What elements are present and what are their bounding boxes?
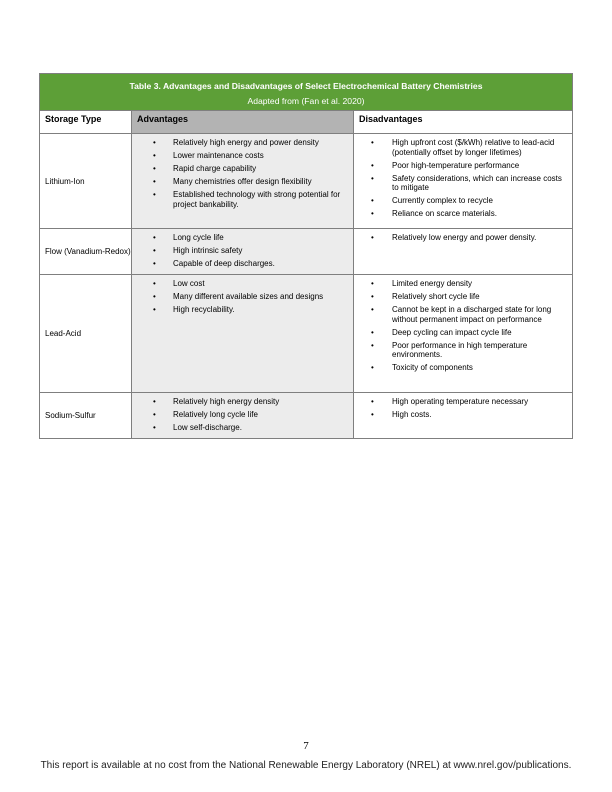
page-footer: This report is available at no cost from the National Renewable Energy Laboratory (NREL) at www.nrel.gov/publications.: [40, 760, 572, 771]
table-row: [40, 134, 572, 229]
header-storage-type: Storage Type: [40, 111, 132, 133]
disadvantages-list: [354, 134, 572, 219]
storage-type-cell: Sodium-Sulfur: [40, 393, 132, 438]
advantages-list: [132, 229, 353, 269]
list-item: • Relatively low energy and power density.: [354, 233, 566, 243]
list-item: • High intrinsic safety: [132, 246, 347, 256]
table-caption: [40, 74, 572, 111]
disadvantages-list: [354, 393, 572, 420]
list-item: • Relatively high energy and power density: [132, 138, 347, 148]
table-header-row: [40, 111, 572, 134]
list-item: • Many chemistries offer design flexibility: [132, 177, 347, 187]
storage-type-cell: Lithium-Ion: [40, 134, 132, 228]
list-item: • Poor high-temperature performance: [354, 161, 566, 171]
disadvantages-cell: [354, 275, 572, 392]
list-item: • Capable of deep discharges.: [132, 259, 347, 269]
list-item: • Low self-discharge.: [132, 423, 347, 433]
list-item: • Rapid charge capability: [132, 164, 347, 174]
list-item: • Lower maintenance costs: [132, 151, 347, 161]
header-advantages: Advantages: [132, 111, 354, 133]
battery-chemistries-table: [39, 73, 573, 439]
disadvantages-cell: [354, 134, 572, 228]
advantages-cell: [132, 275, 354, 392]
list-item: • Relatively short cycle life: [354, 292, 566, 302]
list-item: • Long cycle life: [132, 233, 347, 243]
table-row: [40, 275, 572, 393]
list-item: • High upfront cost ($/kWh) relative to lead-acid (potentially offset by longer lifetimes): [354, 138, 566, 157]
storage-type-cell: Lead-Acid: [40, 275, 132, 392]
advantages-cell: [132, 134, 354, 228]
list-item: • High recyclability.: [132, 305, 347, 315]
advantages-cell: [132, 229, 354, 274]
table-title: Table 3. Advantages and Disadvantages of Select Electrochemical Battery Chemistries: [129, 81, 483, 91]
header-disadvantages: Disadvantages: [359, 114, 423, 124]
advantages-list: [132, 275, 353, 315]
list-item: • Low cost: [132, 279, 347, 289]
list-item: • Currently complex to recycle: [354, 196, 566, 206]
list-item: • Reliance on scarce materials.: [354, 209, 566, 219]
disadvantages-cell: [354, 229, 572, 274]
list-item: • Toxicity of components: [354, 363, 566, 373]
disadvantages-list: [354, 229, 572, 243]
list-item: • Many different available sizes and designs: [132, 292, 347, 302]
list-item: • Safety considerations, which can increase costs to mitigate: [354, 174, 566, 193]
storage-type-cell: Flow (Vanadium-Redox): [40, 229, 132, 274]
list-item: • Limited energy density: [354, 279, 566, 289]
disadvantages-list: [354, 275, 572, 373]
page-number: 7: [303, 740, 309, 752]
disadvantages-cell: [354, 393, 572, 438]
list-item: • High operating temperature necessary: [354, 397, 566, 407]
table-subtitle: Adapted from (Fan et al. 2020): [247, 96, 365, 106]
list-item: • Relatively long cycle life: [132, 410, 347, 420]
advantages-cell: [132, 393, 354, 438]
advantages-list: [132, 134, 353, 209]
list-item: • Cannot be kept in a discharged state for long without permanent impact on performance: [354, 305, 566, 324]
list-item: • Deep cycling can impact cycle life: [354, 328, 566, 338]
list-item: • Poor performance in high temperature environments.: [354, 341, 566, 360]
advantages-list: [132, 393, 353, 433]
list-item: • Relatively high energy density: [132, 397, 347, 407]
list-item: • High costs.: [354, 410, 566, 420]
table-row: [40, 229, 572, 275]
table-row: [40, 393, 572, 438]
list-item: • Established technology with strong potential for project bankability.: [132, 190, 347, 209]
